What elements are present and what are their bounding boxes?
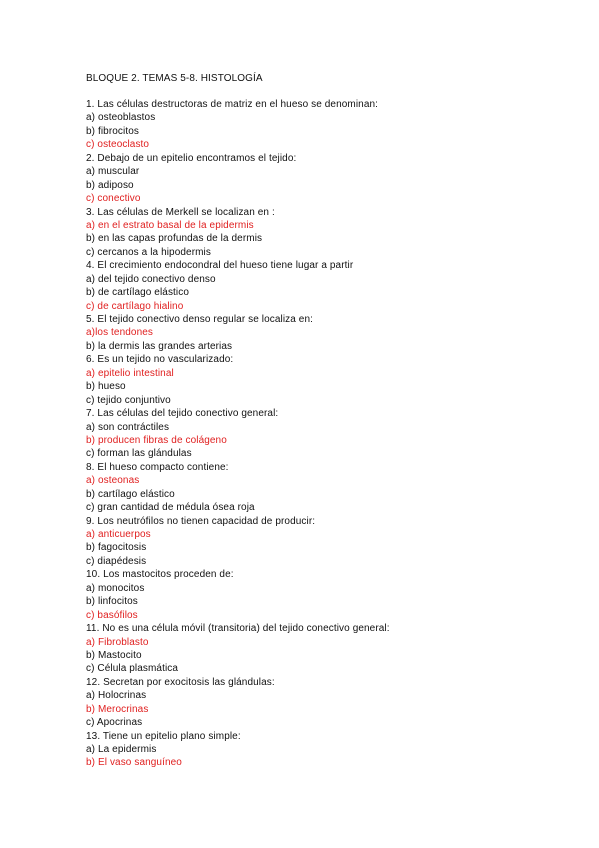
correct-answer-option: a)los tendones — [86, 327, 154, 339]
answer-option: c) forman las glándulas — [86, 448, 192, 460]
answer-option: c) tejido conjuntivo — [86, 394, 171, 406]
question-text: 7. Las células del tejido conectivo general: — [86, 408, 279, 420]
correct-answer-option: a) epitelio intestinal — [86, 367, 174, 379]
answer-option: b) Mastocito — [86, 649, 142, 661]
answer-option: a) osteoblastos — [86, 112, 156, 124]
question-text: 1. Las células destructoras de matriz en el hueso se denominan: — [86, 99, 379, 110]
question-text: 10. Los mastocitos proceden de: — [86, 569, 234, 581]
answer-option: a) son contráctiles — [86, 421, 170, 433]
answer-option: a) del tejido conectivo denso — [86, 273, 216, 285]
question-text: 13. Tiene un epitelio plano simple: — [86, 730, 241, 742]
correct-answer-option: b) producen fibras de colágeno — [86, 434, 227, 446]
question-text: 12. Secretan por exocitosis las glándulas: — [86, 676, 275, 688]
answer-option: b) hueso — [86, 381, 126, 393]
question-text: 6. Es un tejido no vascularizado: — [86, 354, 234, 366]
answer-option: a) muscular — [86, 166, 140, 178]
correct-answer-option: a) en el estrato basal de la epidermis — [86, 219, 254, 231]
answer-option: c) Célula plasmática — [86, 663, 179, 675]
question-text: 9. Los neutrófilos no tienen capacidad de producir: — [86, 515, 316, 527]
answer-option: c) gran cantidad de médula ósea roja — [86, 502, 255, 514]
correct-answer-option: c) basófilos — [86, 609, 138, 621]
question-text: 11. No es una célula móvil (transitoria) del tejido conectivo general: — [86, 623, 390, 635]
document-title: BLOQUE 2. TEMAS 5-8. HISTOLOGÍA — [86, 73, 263, 84]
correct-answer-option: b) El vaso sanguíneo — [86, 757, 182, 769]
answer-option: b) adiposo — [86, 179, 134, 191]
correct-answer-option: a) osteonas — [86, 475, 140, 487]
answer-option: a) La epidermis — [86, 744, 157, 755]
answer-option: b) cartílago elástico — [86, 488, 175, 500]
answer-option: c) cercanos a la hipodermis — [86, 246, 211, 258]
correct-answer-option: a) Fibroblasto — [86, 636, 149, 648]
answer-option: b) linfocitos — [86, 596, 138, 608]
answer-option: b) fagocitosis — [86, 542, 147, 554]
answer-option: b) fibrocitos — [86, 125, 139, 137]
question-text: 5. El tejido conectivo denso regular se localiza en: — [86, 314, 313, 325]
answer-option: b) en las capas profundas de la dermis — [86, 233, 263, 245]
question-text: 2. Debajo de un epitelio encontramos el tejido: — [86, 152, 297, 164]
correct-answer-option: c) de cartílago hialino — [86, 300, 184, 312]
answer-option: c) diapédesis — [86, 555, 147, 567]
question-text: 4. El crecimiento endocondral del hueso tiene lugar a partir — [86, 260, 354, 272]
answer-option: a) monocitos — [86, 582, 145, 594]
correct-answer-option: c) conectivo — [86, 193, 141, 205]
correct-answer-option: b) Merocrinas — [86, 703, 149, 715]
correct-answer-option: c) osteoclasto — [86, 139, 150, 151]
answer-option: c) Apocrinas — [86, 717, 143, 729]
answer-option: b) la dermis las grandes arterias — [86, 340, 233, 352]
question-text: 8. El hueso compacto contiene: — [86, 461, 229, 473]
answer-option: a) Holocrinas — [86, 690, 147, 702]
answer-option: b) de cartílago elástico — [86, 287, 190, 299]
question-list — [86, 98, 556, 770]
correct-answer-option: a) anticuerpos — [86, 529, 151, 540]
question-text: 3. Las células de Merkell se localizan en : — [86, 206, 275, 218]
